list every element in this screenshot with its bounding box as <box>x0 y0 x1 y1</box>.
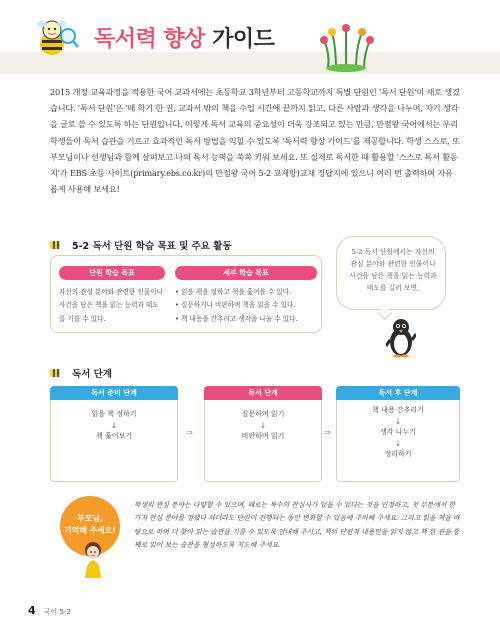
penguin-icon <box>386 316 416 358</box>
stage-tag: 독서 단계 <box>204 386 322 400</box>
section-heading-goals <box>50 238 232 252</box>
bee-bullet-icon <box>50 240 66 250</box>
down-arrow-icon: ↓ <box>110 421 118 430</box>
stage-before-reading <box>50 386 178 482</box>
parent-badge-line2: 기억해 주세요! <box>64 526 116 535</box>
stage-reading <box>204 386 322 482</box>
bee-mascot-icon <box>34 14 80 60</box>
detail-goal-item: • 질문하거나 비판하며 책을 읽을 수 있다. <box>175 301 296 310</box>
speech-bubble <box>336 236 446 310</box>
page-title <box>94 22 274 53</box>
parent-note-text: 학생의 관심 분야는 다양할 수 있으며, 때로는 복수의 관심사가 있을 수 있다는 것을 인정하고, 첫 부분에서 한 가지 관심 분야를 정했다 하더라도 단원이 진행되는 동안 변화할 수 있음에 주의해 주세요. 그리고 읽을 책을 바탕으로 하며 더 찾아 읽는 습관을 기를 수 있도록 안내해 주시고, 책의 단편적 내용만을 읽지 않고 책 한 권을 통째로 읽어 보는 습관을 형성하도록 지도해 주세요. <box>134 501 460 549</box>
detail-goal-box <box>175 266 317 326</box>
stage-body <box>205 409 321 442</box>
stage-line: 비판하며 읽기 <box>241 432 285 440</box>
title-sub: 가이드 <box>212 27 275 52</box>
detail-goal-item: • 읽을 책을 정하고 책을 훑어볼 수 있다. <box>175 288 292 296</box>
plant-decoration-icon <box>318 24 376 72</box>
stage-line: 읽을 책 정하기 <box>91 410 137 418</box>
stage-after-reading <box>336 386 460 482</box>
bee-bullet-icon <box>50 368 66 378</box>
stage-line: 생각 나누기 <box>379 428 417 436</box>
right-arrow-icon: ⇒ <box>324 428 331 437</box>
section-goals-title: 5-2 독서 단원 학습 목표 및 주요 활동 <box>72 241 232 252</box>
page-number: 4 <box>28 604 36 617</box>
speech-bubble-text: 5-2 독서 단원에서는 자신의 관심 분야와 관련한 인물이나 사건을 담은 책을 읽는 능력과 태도를 길러 보면, <box>349 248 437 292</box>
goals-panel <box>50 255 322 333</box>
down-arrow-icon: ↓ <box>394 439 402 448</box>
stage-line: 정리하기 <box>384 450 412 458</box>
footer-subject: 국어 5-2 <box>43 608 71 616</box>
detail-goal-list <box>175 286 317 326</box>
right-arrow-icon: ⇒ <box>186 428 193 437</box>
title-main: 독서력 향상 <box>94 27 205 52</box>
stage-line: 책 내용 간추리기 <box>372 406 424 414</box>
stage-line: 질문하며 읽기 <box>241 410 285 418</box>
section-stages-title: 독서 단계 <box>72 369 113 380</box>
stage-body <box>337 405 459 460</box>
page-footer <box>28 604 71 617</box>
section-heading-stages <box>50 366 112 380</box>
stage-body <box>51 409 177 442</box>
unit-goal-tag: 단원 학습 목표 <box>59 266 165 280</box>
stage-tag: 독서 후 단계 <box>336 386 460 400</box>
down-arrow-icon: ↓ <box>394 417 402 426</box>
parent-badge-line1: 부모님, <box>77 514 103 523</box>
unit-goal-box <box>59 266 165 326</box>
girl-character-icon <box>78 540 108 580</box>
stage-line: 책 훑어보기 <box>95 432 133 440</box>
intro-paragraph: 2015 개정 교육과정을 적용한 국어 교과서에는 초등학교 3학년부터 고등학교까지 특별 단원인 '독서 단원'이 새로 생겼습니다. '독서 단원'은 '매 학기 한 권, 교과서 밖의 책을 수업 시간에 끝까지 읽고, 다른 사람과 생각을 나누며, 자기 생각을 글로 쓸 수 있도록 하는 단원입니다. 이렇게 독서 교육의 중요성이 더욱 강조되고 있는 만큼, 만점왕 국어에서는 우리 학생들이 독서 습관을 기르고 효과적인 독서 방법을 익힐 수 있도록 '독서력 향상 가이드'를 제공합니다. 학생 스스로, 또 부모님이나 선생님과 함께 살펴보고 나의 독서 능력을 쑥쑥 키워 보세요. 또 실제로 독서한 때 활용할 '스스로 독서 활동지'가 EBS 초등 사이트(primary.ebs.co.kr)의 만점왕 국어 5-2 교재방)교재 정답지에 있으니 여러 번 출력하여 자유롭게 사용해 보세요! <box>50 87 460 195</box>
detail-goal-item: • 책 내용을 간추리고 생각을 나눌 수 있다. <box>175 314 298 323</box>
detail-goal-tag: 세부 학습 목표 <box>175 266 317 280</box>
down-arrow-icon: ↓ <box>259 421 267 430</box>
unit-goal-text: 자신의 관심 분야와 관련한 인물이나 사건을 담은 책을 읽는 능력과 태도를 기를 수 있다. <box>59 288 163 323</box>
stage-tag: 독서 준비 단계 <box>50 386 178 400</box>
